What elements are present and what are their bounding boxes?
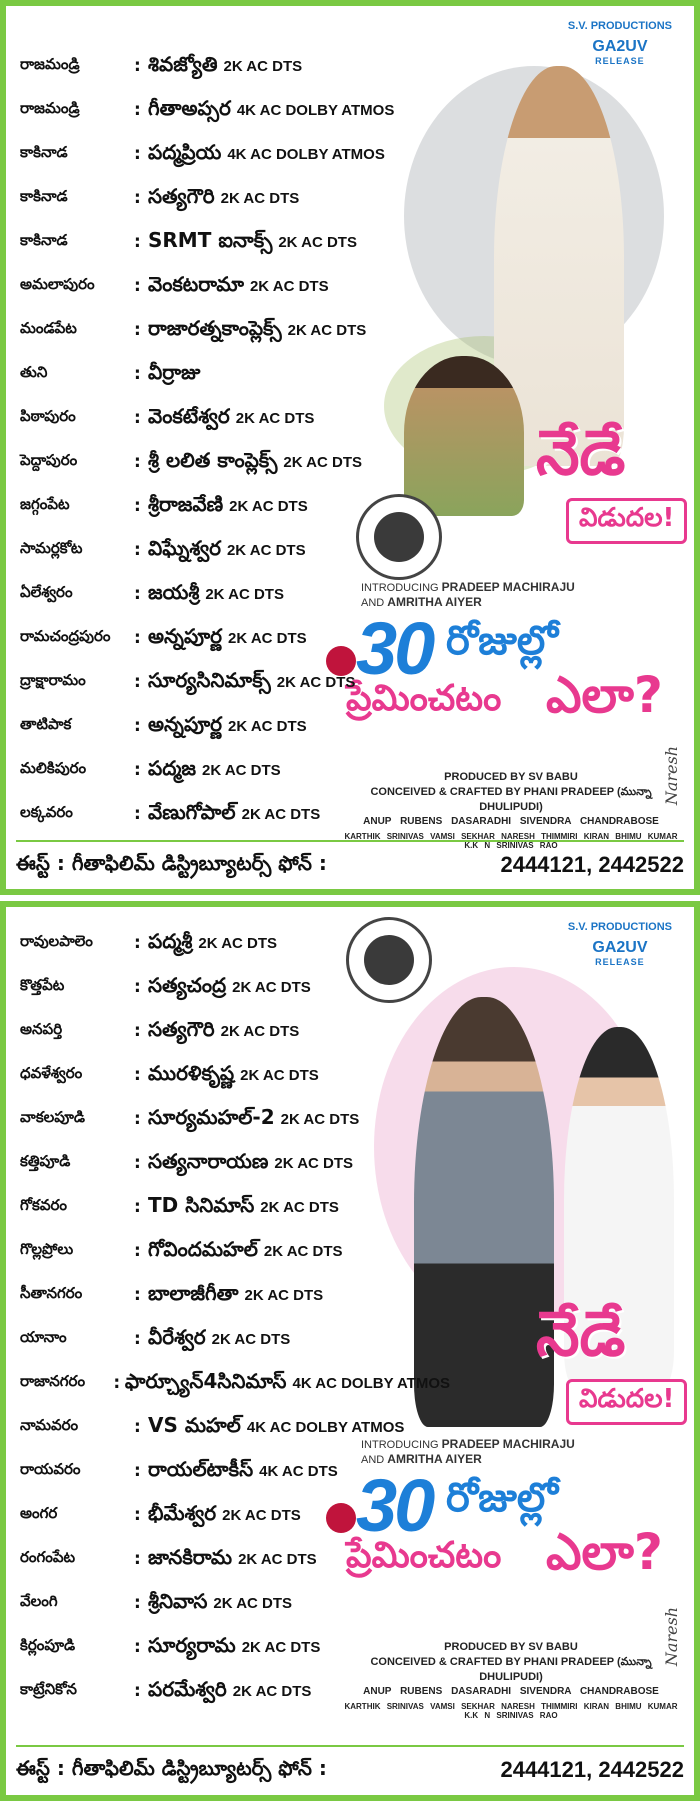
theatre-tech: 2K AC DTS [228,717,307,735]
artist-signature: Naresh [662,745,682,806]
theatre-place: తాటిపాక [20,715,72,733]
colon-separator: : [134,716,141,736]
theatre-row [20,704,450,748]
title-prem: ప్రేమించటం [346,1535,502,1576]
colon-separator: : [134,1681,141,1701]
theatre-place: రంగంపేట [20,1548,76,1566]
distributor-footer [16,840,684,888]
theatre-place: రాజమండ్రి [20,99,80,117]
theatre-place: మండపేట [20,319,77,337]
theatre-row [20,1669,450,1713]
colon-separator: : [134,1549,141,1569]
theatre-row [20,264,450,308]
artist-signature: Naresh [662,1606,682,1667]
theatre-tech: 2K AC DTS [228,629,307,647]
theatre-tech: 2K AC DTS [249,277,329,295]
theatre-tech: 2K AC DTS [260,1198,339,1216]
theatre-place: రాజమండ్రి [20,55,80,73]
colon-separator: : [134,144,141,164]
theatre-name: సత్యగౌరి [148,183,215,208]
colon-separator: : [134,1329,141,1349]
theatre-row [20,1141,450,1185]
theatre-row [20,748,450,792]
theatre-row [20,396,450,440]
theatre-place: అంగర [20,1504,58,1522]
colon-separator: : [134,320,141,340]
theatre-tech: 4K AC DOLBY ATMOS [227,145,385,163]
theatre-name: వెంకటరామా [148,271,244,296]
colon-separator: : [134,188,141,208]
theatre-name: బాలాజీగీతా [148,1280,239,1305]
conceived-by: CONCEIVED & CRAFTED BY PHANI PRADEEP (మున్నా DHULIPUDI) [370,786,652,813]
theatre-name: SRMT ఐనాక్స్ [148,227,273,252]
theatre-row [20,132,450,176]
theatre-row [20,220,450,264]
theatre-tech: 2K AC DTS [287,321,367,339]
theatre-place: అమలాపురం [20,275,95,293]
theatre-tech: 2K AC DTS [238,1550,317,1568]
cast-intro: INTRODUCING PRADEEP MACHIRAJU AND AMRITHA AIYER [361,580,575,609]
crew-main: ANUP RUBENS DASARADHI SIVENDRA CHANDRABOSE [363,816,659,827]
theatre-name: సత్యనారాయణ [148,1148,269,1173]
theatre-name: గీతాఅప్సర [148,95,231,120]
theatre-place: వాకలపూడి [20,1108,86,1126]
theatre-tech: 4K AC DOLBY ATMOS [292,1374,450,1392]
distributor-label: ఈస్ట్ : గీతాఫిలిమ్ డిస్ట్రిబ్యూటర్స్ ఫోన్ : [16,850,327,875]
release-word: విడుదల! [566,498,687,544]
crew-minor: KARTHIK SRINIVAS VAMSI SEKHAR NARESH THIMMIRI KIRAN BHIMU KUMAR K.K N SRINIVAS RAO [344,832,678,850]
theatre-place: రామచంద్రపురం [20,627,111,645]
theatre-row [20,1405,450,1449]
colon-separator: : [134,628,141,648]
theatre-place: యానాం [20,1328,67,1346]
theatre-name: భీమేశ్వర [148,1500,217,1525]
theatre-name: శ్రీ లలిత కాంప్లెక్స్ [148,447,278,472]
produced-by: PRODUCED BY SV BABU [444,1641,578,1653]
theatre-tech: 2K AC DTS [283,453,362,471]
theatre-row [20,352,450,396]
theatre-tech: 2K AC DTS [202,761,281,779]
theatre-place: కాకినాడ [20,143,68,161]
produced-by: PRODUCED BY SV BABU [444,771,578,783]
title-roj: రోజుల్లో [446,1475,558,1521]
colon-separator: : [134,452,141,472]
title-ela: ఎలా? [546,666,663,724]
distributor-phone: 2444121, 2442522 [500,1757,684,1782]
colon-separator: : [134,1461,141,1481]
colon-separator: : [134,760,141,780]
colon-separator: : [134,1021,141,1041]
theatre-place: వేలంగి [20,1592,58,1610]
theatre-name: గోవిందమహల్ [148,1236,258,1261]
theatre-place: లక్కవరం [20,803,73,821]
production-house-name: S.V. PRODUCTIONS [567,921,672,933]
theatre-row [20,528,450,572]
theatre-name: సత్యచంద్ర [148,972,227,997]
theatre-tech: 2K AC DTS [220,1022,300,1040]
colon-separator: : [134,1109,141,1129]
theatre-row [20,1185,450,1229]
theatre-place: అనపర్తి [20,1020,63,1038]
theatre-place: జగ్గంపేట [20,495,70,513]
production-logo [568,20,672,66]
colon-separator: : [134,408,141,428]
theatre-tech: 2K AC DTS [280,1110,360,1128]
theatre-tech: 2K AC DTS [211,1330,291,1348]
theatre-row [20,1625,450,1669]
theatre-list-bottom [20,921,450,1713]
theatre-row [20,1581,450,1625]
theatre-place: మలికిపురం [20,759,87,777]
theatre-place: పిఠాపురం [20,407,76,425]
theatre-row [20,308,450,352]
colon-separator: : [134,672,141,692]
theatre-name: రాజారత్నకాంప్లెక్స్ [148,315,282,340]
poster-top [0,0,700,895]
colon-separator: : [134,56,141,76]
title-ela: ఎలా? [546,1523,663,1581]
theatre-row [20,792,450,836]
distributor-phone: 2444121, 2442522 [500,852,684,877]
distributor-label: ఈస్ట్ : గీతాఫిలిమ్ డిస్ట్రిబ్యూటర్స్ ఫోన్ : [16,1755,327,1780]
theatre-tech: 2K AC DTS [232,1682,312,1700]
theatre-tech: 2K AC DTS [226,541,306,559]
release-tag: GA2UV [592,939,648,956]
theatre-place: రాజానగరం [20,1372,86,1390]
theatre-row [20,965,450,1009]
theatre-row [20,1097,450,1141]
colon-separator: : [134,804,141,824]
theatre-name: వీరేశ్వర [148,1324,206,1349]
theatre-name: విఘ్నేశ్వర [148,535,221,560]
theatre-name: అన్నపూర్ణ [148,623,223,648]
crew-main: ANUP RUBENS DASARADHI SIVENDRA CHANDRABOSE [363,1686,659,1697]
colon-separator: : [134,977,141,997]
theatre-place: సీతానగరం [20,1284,83,1302]
colon-separator: : [134,1153,141,1173]
colon-separator: : [134,1285,141,1305]
theatre-place: కొత్తపేట [20,976,65,994]
theatre-place: కాకినాడ [20,187,68,205]
theatre-place: ధవళేశ్వరం [20,1064,83,1082]
theatre-name: VS మహల్ [148,1412,241,1437]
theatre-row [20,440,450,484]
colon-separator: : [134,1241,141,1261]
theatre-name: సూర్యమహల్-2 [148,1104,275,1129]
theatre-tech: 2K AC DTS [244,1286,324,1304]
theatre-row [20,176,450,220]
theatre-tech: 2K AC DTS [222,1506,301,1524]
theatre-place: గోకవరం [20,1196,68,1214]
poster-bottom [0,901,700,1801]
theatre-row [20,44,450,88]
theatre-tech: 2K AC DTS [232,978,311,996]
colon-separator: : [134,496,141,516]
theatre-place: రావులపాలెం [20,932,93,950]
theatre-name: పరమేశ్వరి [148,1676,227,1701]
release-tag: GA2UV [592,38,648,55]
colon-separator: : [134,1417,141,1437]
theatre-tech: 2K AC DTS [198,934,278,952]
theatre-place: కాకినాడ [20,231,68,249]
theatre-row [20,572,450,616]
theatre-tech: 2K AC DTS [240,1066,319,1084]
theatre-name: సత్యగౌరి [148,1016,215,1041]
distributor-footer [16,1745,684,1793]
theatre-name: పద్మప్రియ [148,139,222,164]
colon-separator: : [134,232,141,252]
theatre-row [20,1537,450,1581]
release-sub: RELEASE [595,56,645,66]
release-sub: RELEASE [595,957,645,967]
theatre-tech: 4K AC DOLBY ATMOS [246,1418,405,1436]
release-word: విడుదల! [566,1379,687,1425]
theatre-tech: 2K AC DTS [223,57,303,75]
colon-separator: : [134,1637,141,1657]
theatre-row [20,1229,450,1273]
theatre-name: జానకిరామ [148,1544,233,1569]
colon-separator: : [113,1373,121,1393]
theatre-row [20,1053,450,1097]
colon-separator: : [134,584,141,604]
theatre-name: TD సినిమాస్ [148,1192,255,1217]
theatre-tech: 2K AC DTS [274,1154,354,1172]
colon-separator: : [134,276,141,296]
theatre-name: శ్రీరాజవేణి [148,491,224,516]
theatre-row [20,1493,450,1537]
theatre-tech: 2K AC DTS [263,1242,343,1260]
theatre-tech: 2K AC DTS [229,497,308,515]
colon-separator: : [134,1197,141,1217]
theatre-tech: 2K AC DTS [241,1638,321,1656]
colon-separator: : [134,1505,141,1525]
theatre-place: తుని [20,363,48,381]
theatre-row [20,921,450,965]
theatre-place: ఏలేశ్వరం [20,583,73,601]
theatre-place: కాట్రేనికోన [20,1680,77,1698]
theatre-tech: 2K AC DTS [220,189,300,207]
theatre-tech: 2K AC DTS [213,1594,293,1612]
theatre-place: నామవరం [20,1416,79,1434]
production-house-name: S.V. PRODUCTIONS [567,20,672,32]
theatre-place: కత్తిపూడి [20,1152,71,1170]
theatre-name: అన్నపూర్ణ [148,711,223,736]
theatre-name: శివజ్యోతి [148,51,218,76]
theatre-row [20,1009,450,1053]
conceived-by: CONCEIVED & CRAFTED BY PHANI PRADEEP (మున్నా DHULIPUDI) [370,1656,652,1683]
theatre-tech: 2K AC DTS [235,409,315,427]
theatre-tech: 2K AC DTS [276,673,356,691]
colon-separator: : [134,540,141,560]
theatre-name: పద్మశ్రీ [148,928,193,953]
theatre-tech: 4K AC DTS [259,1462,338,1480]
theatre-place: రాయవరం [20,1460,81,1478]
theatre-name: ఫార్చ్యూన్4సినిమాస్ [124,1368,287,1393]
production-logo [568,921,672,967]
theatre-tech: 2K AC DTS [278,233,357,251]
theatre-tech: 4K AC DOLBY ATMOS [236,101,395,119]
theatre-name: మురళికృష్ణ [148,1060,235,1085]
theatre-tech: 2K AC DTS [241,805,321,823]
theatre-place: ద్రాక్షారామం [20,671,86,689]
title-prem: ప్రేమించటం [346,678,502,719]
colon-separator: : [134,1593,141,1613]
title-roj: రోజుల్లో [446,618,558,664]
theatre-name: సూర్యరామ [148,1632,236,1657]
theatre-row [20,1317,450,1361]
theatre-row [20,1361,450,1405]
release-today-text: నేడే [536,1297,626,1370]
theatre-name: పద్మజ [148,755,197,780]
theatre-name: వీర్రాజు [148,359,201,384]
release-today-text: నేడే [536,416,626,489]
theatre-row [20,484,450,528]
crew-minor: KARTHIK SRINIVAS VAMSI SEKHAR NARESH THIMMIRI KIRAN BHIMU KUMAR K.K N SRINIVAS RAO [344,1702,678,1720]
theatre-list-top [20,44,450,836]
theatre-name: వెంకటేశ్వర [148,403,230,428]
theatre-row [20,660,450,704]
theatre-row [20,616,450,660]
theatre-place: కిర్లంపూడి [20,1636,76,1654]
theatre-name: శ్రీనివాస [148,1588,208,1613]
colon-separator: : [134,100,141,120]
theatre-name: జయశ్రీ [148,579,200,604]
colon-separator: : [134,364,141,384]
theatre-row [20,1273,450,1317]
title-number: 30 [356,607,433,690]
theatre-name: సూర్యసినిమాక్స్ [148,667,271,692]
title-number: 30 [356,1464,433,1547]
theatre-tech: 2K AC DTS [205,585,284,603]
theatre-place: పెద్దాపురం [20,451,78,469]
cast-intro: INTRODUCING PRADEEP MACHIRAJU AND AMRITHA AIYER [361,1437,575,1466]
colon-separator: : [134,1065,141,1085]
theatre-name: వేణుగోపాల్ [148,799,236,824]
theatre-row [20,88,450,132]
theatre-name: రాయల్‌టాకీస్ [148,1456,254,1481]
colon-separator: : [134,933,141,953]
theatre-row [20,1449,450,1493]
theatre-place: గొల్లప్రోలు [20,1240,74,1258]
theatre-place: సామర్లకోట [20,539,83,557]
